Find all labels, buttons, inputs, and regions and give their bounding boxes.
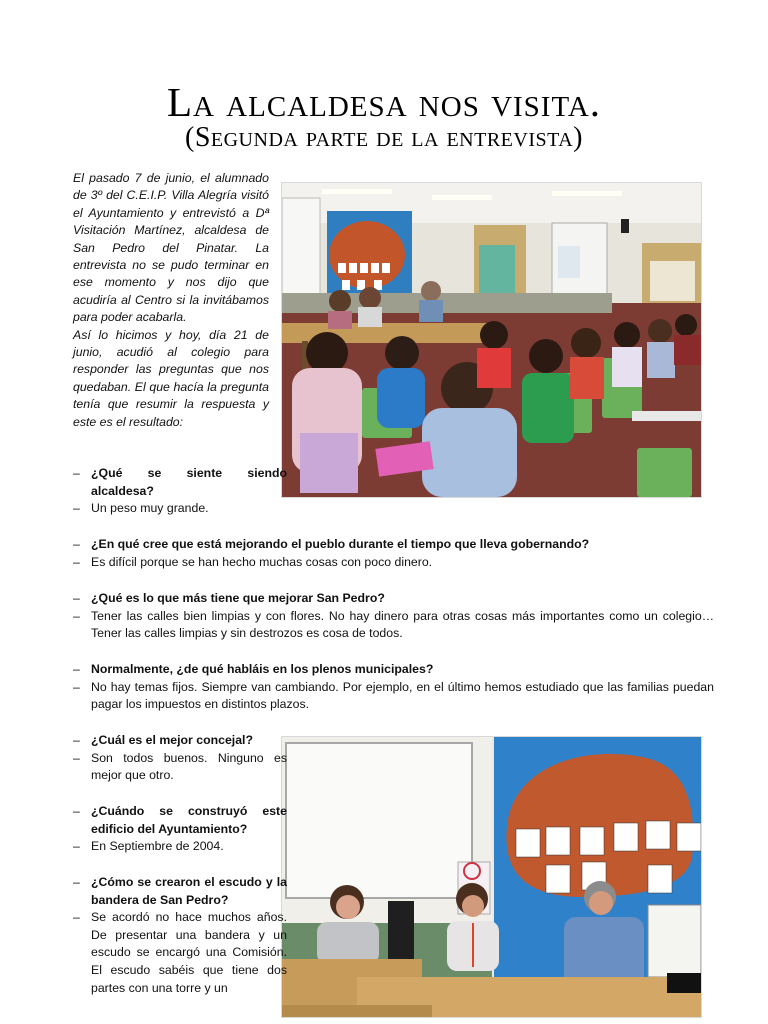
answer-row: – No hay temas fijos. Siempre van cambiando. Por ejemplo, en el último hemos estudiado que las familias puedan pagar los impuestos en distintos plazos. bbox=[73, 679, 714, 712]
answer-text: Se acordó no hace muchos años. De presentar una bandera y un escudo se encargó una Comisión. El escudo sabéis que tiene dos partes con una torre y un bbox=[91, 910, 287, 995]
answer-text: No hay temas fijos. Siempre van cambiando. Por ejemplo, en el último hemos estudiado que las familias puedan pagar los impuestos en distintos plazos. bbox=[91, 679, 714, 712]
question-row: – Normalmente, ¿de qué habláis en los plenos municipales? bbox=[73, 662, 434, 676]
question-row: – ¿Cuál es el mejor concejal? bbox=[73, 733, 253, 747]
qa-item-5 bbox=[73, 732, 287, 785]
question-row: – ¿Qué es lo que más tiene que mejorar San Pedro? bbox=[73, 591, 385, 605]
intro-text bbox=[73, 170, 269, 431]
answer-text: Un peso muy grande. bbox=[91, 501, 209, 516]
answer-row: – Tener las calles bien limpias y con flores. No hay dinero para otras cosas más importantes como un colegio… Tener las calles limpias y sin destrozos es cosa de todos. bbox=[73, 608, 714, 641]
intro-paragraph: Así lo hicimos y hoy, día 21 de junio, acudió al colegio para responder las preguntas que nos quedaban. El que hacía la pregunta tenía que resumir la respuesta y este es el resultado: bbox=[73, 327, 269, 429]
answer-text: Es difícil porque se han hecho muchas cosas con poco dinero. bbox=[91, 554, 433, 569]
page-title: La alcaldesa nos visita. bbox=[166, 79, 602, 125]
answer-text: Son todos buenos. Ninguno es mejor que otro. bbox=[91, 750, 287, 783]
question-text: ¿Cómo se crearon el escudo y la bandera de San Pedro? bbox=[91, 875, 287, 907]
answer-row: – Un peso muy grande. bbox=[73, 501, 209, 516]
answer-text: En Septiembre de 2004. bbox=[91, 839, 224, 854]
qa-item-1 bbox=[73, 465, 287, 518]
answer-row: – Se acordó no hace muchos años. De presentar una bandera y un escudo se encargó una Comisión. El escudo sabéis que tiene dos partes con una torre y un bbox=[73, 910, 287, 995]
question-row: – ¿En qué cree que está mejorando el pueblo durante el tiempo que lleva gobernando? bbox=[73, 537, 590, 551]
qa-item-6 bbox=[73, 803, 287, 856]
question-text: ¿En qué cree que está mejorando el pueblo durante el tiempo que lleva gobernando? bbox=[91, 537, 590, 551]
question-text: ¿Qué es lo que más tiene que mejorar San Pedro? bbox=[91, 591, 385, 605]
question-text: ¿Cuál es el mejor concejal? bbox=[91, 733, 253, 747]
question-text: ¿Qué se siente siendo alcaldesa? bbox=[91, 466, 287, 498]
question-text: Normalmente, ¿de qué habláis en los plenos municipales? bbox=[91, 662, 434, 676]
question-text: ¿Cuándo se construyó este edificio del Ayuntamiento? bbox=[91, 804, 287, 836]
question-row: – ¿Cómo se crearon el escudo y la bandera de San Pedro? bbox=[73, 875, 287, 907]
qa-item-3 bbox=[73, 590, 714, 643]
question-row: – ¿Qué se siente siendo alcaldesa? bbox=[73, 466, 287, 498]
answer-row: – Es difícil porque se han hecho muchas cosas con poco dinero. bbox=[73, 554, 433, 569]
answer-text: Tener las calles bien limpias y con flores. No hay dinero para otras cosas más importantes como un colegio… Tener las calles limpias y sin destrozos es cosa de todos. bbox=[91, 608, 714, 641]
question-row: – ¿Cuándo se construyó este edificio del Ayuntamiento? bbox=[73, 804, 287, 836]
qa-item-7 bbox=[73, 874, 287, 997]
mayor-visit-photo bbox=[281, 736, 702, 1018]
qa-item-4 bbox=[73, 661, 714, 714]
classroom-photo bbox=[281, 182, 702, 498]
page-subtitle: (Segunda parte de la entrevista) bbox=[185, 122, 583, 153]
answer-row: – En Septiembre de 2004. bbox=[73, 839, 224, 854]
qa-item-2 bbox=[73, 536, 714, 571]
intro-paragraph: El pasado 7 de junio, el alumnado de 3º del C.E.I.P. Villa Alegría visitó el Ayuntamiento y entrevistó a Dª Visitación Martínez, alcaldesa de San Pedro del Pinatar. La entrevista no se pudo terminar en ese momento y nos dijo que acudiría al Centro si la invitábamos para poder acabarla. bbox=[73, 171, 269, 325]
answer-row: – Son todos buenos. Ninguno es mejor que otro. bbox=[73, 750, 287, 783]
